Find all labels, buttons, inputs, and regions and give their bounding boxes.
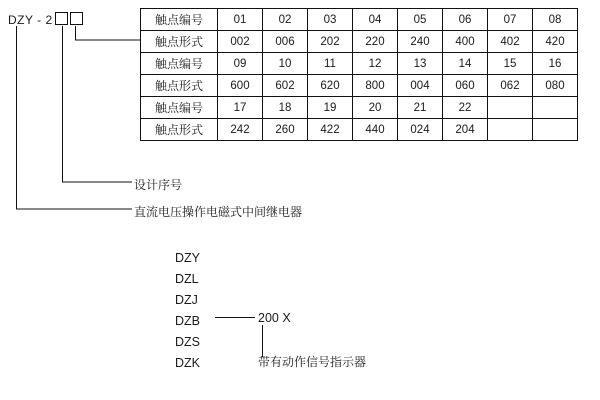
list-item: DZJ [175,293,198,307]
table-row [141,75,578,97]
table-row [141,53,578,75]
table-cell: 02 [263,9,308,31]
table-cell: 05 [398,9,443,31]
table-row [141,97,578,119]
table-cell: 11 [308,53,353,75]
row-header: 触点形式 [141,75,218,97]
table-cell: 204 [443,119,488,141]
table-cell: 420 [533,31,578,53]
indicator-note-label: 带有动作信号指示器 [258,355,367,369]
table-cell [533,119,578,141]
callout-relay-description: 直流电压操作电磁式中间继电器 [134,205,303,219]
model-code-prefix: DZY - 2 [8,13,53,27]
table-cell: 024 [398,119,443,141]
contact-spec-table [140,8,578,141]
table-cell: 260 [263,119,308,141]
table-cell: 080 [533,75,578,97]
table-cell: 13 [398,53,443,75]
table-cell: 04 [353,9,398,31]
table-cell: 22 [443,97,488,119]
table-cell: 18 [263,97,308,119]
table-row [141,31,578,53]
table-cell [488,119,533,141]
row-header: 触点编号 [141,53,218,75]
table-cell: 440 [353,119,398,141]
table-cell: 422 [308,119,353,141]
row-header: 触点编号 [141,9,218,31]
list-item: DZK [175,356,200,370]
table-cell: 006 [263,31,308,53]
table-cell: 10 [263,53,308,75]
table-cell: 20 [353,97,398,119]
row-header: 触点编号 [141,97,218,119]
table-cell: 002 [218,31,263,53]
table-cell: 220 [353,31,398,53]
table-cell: 402 [488,31,533,53]
list-item: DZL [175,272,199,286]
callout-design-sequence: 设计序号 [134,178,183,192]
series-code-label: 200 X [258,311,291,325]
table-cell: 400 [443,31,488,53]
table-cell: 07 [488,9,533,31]
list-item: DZB [175,314,200,328]
table-cell: 202 [308,31,353,53]
table-cell: 16 [533,53,578,75]
list-item: DZY [175,251,200,265]
table-cell: 602 [263,75,308,97]
table-cell: 062 [488,75,533,97]
table-cell: 03 [308,9,353,31]
table-cell: 060 [443,75,488,97]
series-list [175,248,200,374]
model-code-box-2 [70,12,83,25]
table-cell: 21 [398,97,443,119]
table-cell [488,97,533,119]
table-cell: 242 [218,119,263,141]
model-code-box-1 [55,12,68,25]
table-cell: 17 [218,97,263,119]
row-header: 触点形式 [141,31,218,53]
model-code [8,12,83,27]
table-cell [533,97,578,119]
table-cell: 19 [308,97,353,119]
table-cell: 004 [398,75,443,97]
table-cell: 01 [218,9,263,31]
table-cell: 12 [353,53,398,75]
table-cell: 800 [353,75,398,97]
table-cell: 09 [218,53,263,75]
table-cell: 600 [218,75,263,97]
row-header: 触点形式 [141,119,218,141]
table-row [141,9,578,31]
table-cell: 06 [443,9,488,31]
table-cell: 620 [308,75,353,97]
table-cell: 08 [533,9,578,31]
table-cell: 240 [398,31,443,53]
table-cell: 15 [488,53,533,75]
list-item: DZS [175,335,200,349]
table-cell: 14 [443,53,488,75]
table-row [141,119,578,141]
